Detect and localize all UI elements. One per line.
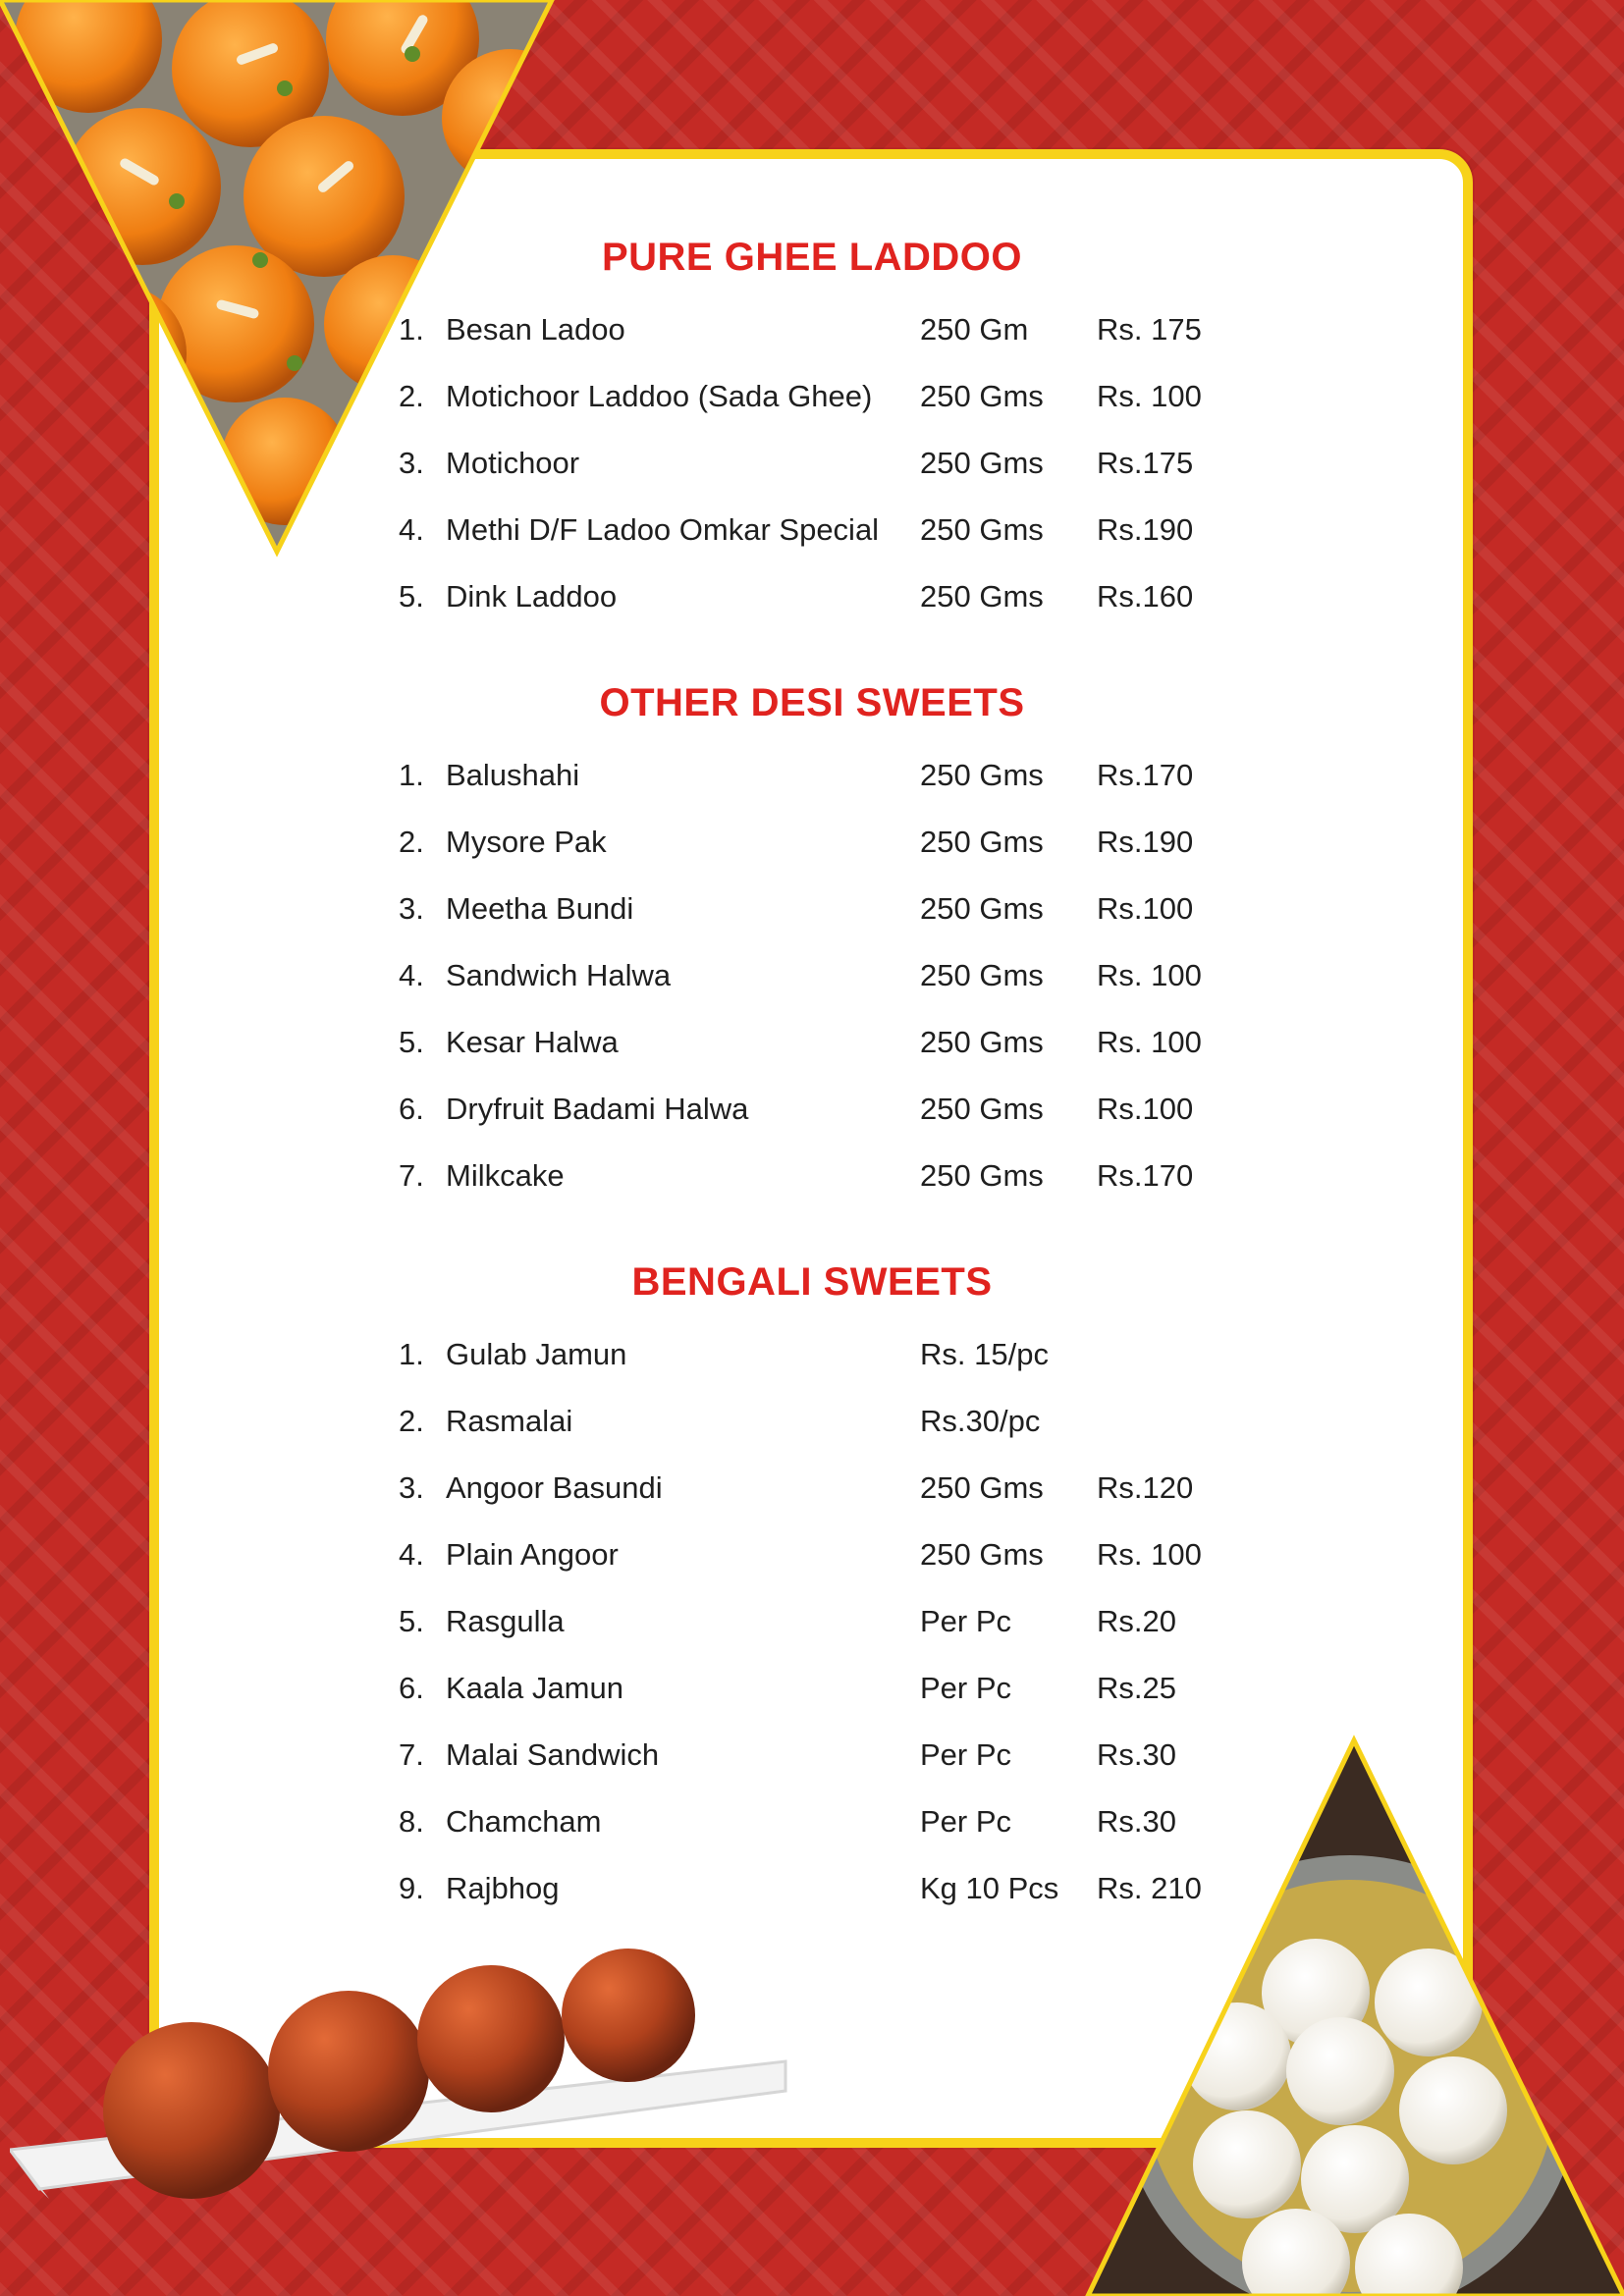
item-number: 2.: [399, 379, 424, 413]
item-name: Kaala Jamun: [446, 1671, 623, 1705]
item-price: Rs.30: [1097, 1737, 1176, 1772]
item-number: 4.: [399, 958, 424, 992]
item-name: Kesar Halwa: [446, 1025, 619, 1059]
item-number: 5.: [399, 1025, 424, 1059]
item-quantity: 250 Gms: [920, 1470, 1044, 1505]
item-quantity: 250 Gms: [920, 958, 1044, 992]
item-number: 6.: [399, 1671, 424, 1705]
item-price: Rs.190: [1097, 512, 1194, 547]
item-number: 9.: [399, 1871, 424, 1905]
item-number: 7.: [399, 1158, 424, 1193]
item-name: Methi D/F Ladoo Omkar Special: [446, 512, 880, 547]
item-price: Rs. 100: [1097, 379, 1202, 413]
item-price: Rs.170: [1097, 758, 1194, 792]
section-title-laddoo: PURE GHEE LADDOO: [601, 236, 1023, 279]
item-quantity: Per Pc: [920, 1604, 1012, 1638]
item-price: Rs.190: [1097, 825, 1194, 859]
item-number: 1.: [399, 758, 424, 792]
item-quantity: Per Pc: [920, 1804, 1012, 1839]
item-price: Rs.25: [1097, 1671, 1176, 1705]
item-price: Rs.30: [1097, 1804, 1176, 1839]
item-name: Rasmalai: [446, 1404, 573, 1438]
item-number: 4.: [399, 512, 424, 547]
item-name: Chamcham: [446, 1804, 602, 1839]
item-name: Motichoor: [446, 446, 580, 480]
item-price: Rs.20: [1097, 1604, 1176, 1638]
item-number: 2.: [399, 825, 424, 859]
item-quantity: Per Pc: [920, 1737, 1012, 1772]
item-price: Rs.170: [1097, 1158, 1194, 1193]
item-name: Gulab Jamun: [446, 1337, 627, 1371]
item-name: Motichoor Laddoo (Sada Ghee): [446, 379, 873, 413]
item-number: 8.: [399, 1804, 424, 1839]
item-quantity: Kg 10 Pcs: [920, 1871, 1059, 1905]
item-name: Sandwich Halwa: [446, 958, 672, 992]
item-name: Besan Ladoo: [446, 312, 625, 347]
item-number: 6.: [399, 1092, 424, 1126]
item-quantity: 250 Gms: [920, 446, 1044, 480]
item-name: Milkcake: [446, 1158, 565, 1193]
item-quantity: Rs.30/pc: [920, 1404, 1041, 1438]
item-quantity: 250 Gms: [920, 512, 1044, 547]
item-price: Rs. 210: [1097, 1871, 1202, 1905]
item-quantity: 250 Gms: [920, 379, 1044, 413]
item-name: Mysore Pak: [446, 825, 607, 859]
item-number: 2.: [399, 1404, 424, 1438]
section-title-desi: OTHER DESI SWEETS: [599, 681, 1025, 724]
item-price: Rs.160: [1097, 579, 1194, 614]
item-price: Rs. 100: [1097, 1537, 1202, 1572]
item-price: Rs.120: [1097, 1470, 1194, 1505]
laddoo-photo: [0, 0, 569, 569]
item-quantity: 250 Gms: [920, 579, 1044, 614]
item-price: Rs.100: [1097, 891, 1194, 926]
item-number: 7.: [399, 1737, 424, 1772]
item-number: 3.: [399, 1470, 424, 1505]
item-price: Rs. 175: [1097, 312, 1202, 347]
item-number: 3.: [399, 446, 424, 480]
item-name: Plain Angoor: [446, 1537, 619, 1572]
item-name: Dink Laddoo: [446, 579, 618, 614]
item-name: Rasgulla: [446, 1604, 565, 1638]
item-quantity: 250 Gms: [920, 891, 1044, 926]
item-name: Dryfruit Badami Halwa: [446, 1092, 749, 1126]
item-number: 1.: [399, 312, 424, 347]
item-price: Rs.100: [1097, 1092, 1194, 1126]
item-quantity: 250 Gms: [920, 758, 1044, 792]
item-quantity: Per Pc: [920, 1671, 1012, 1705]
gulab-jamun-photo: [10, 1949, 795, 2214]
item-name: Balushahi: [446, 758, 580, 792]
item-quantity: 250 Gms: [920, 1092, 1044, 1126]
section-title-bengali: BENGALI SWEETS: [631, 1260, 993, 1304]
item-price: Rs. 100: [1097, 1025, 1202, 1059]
item-quantity: 250 Gm: [920, 312, 1029, 347]
item-number: 4.: [399, 1537, 424, 1572]
item-quantity: 250 Gms: [920, 1537, 1044, 1572]
item-price: Rs.175: [1097, 446, 1194, 480]
item-quantity: 250 Gms: [920, 825, 1044, 859]
item-name: Rajbhog: [446, 1871, 560, 1905]
item-quantity: 250 Gms: [920, 1025, 1044, 1059]
item-number: 3.: [399, 891, 424, 926]
item-name: Meetha Bundi: [446, 891, 634, 926]
item-name: Malai Sandwich: [446, 1737, 660, 1772]
item-number: 1.: [399, 1337, 424, 1371]
item-quantity: 250 Gms: [920, 1158, 1044, 1193]
item-price: Rs. 100: [1097, 958, 1202, 992]
item-name: Angoor Basundi: [446, 1470, 663, 1505]
item-quantity: Rs. 15/pc: [920, 1337, 1049, 1371]
item-number: 5.: [399, 579, 424, 614]
item-number: 5.: [399, 1604, 424, 1638]
